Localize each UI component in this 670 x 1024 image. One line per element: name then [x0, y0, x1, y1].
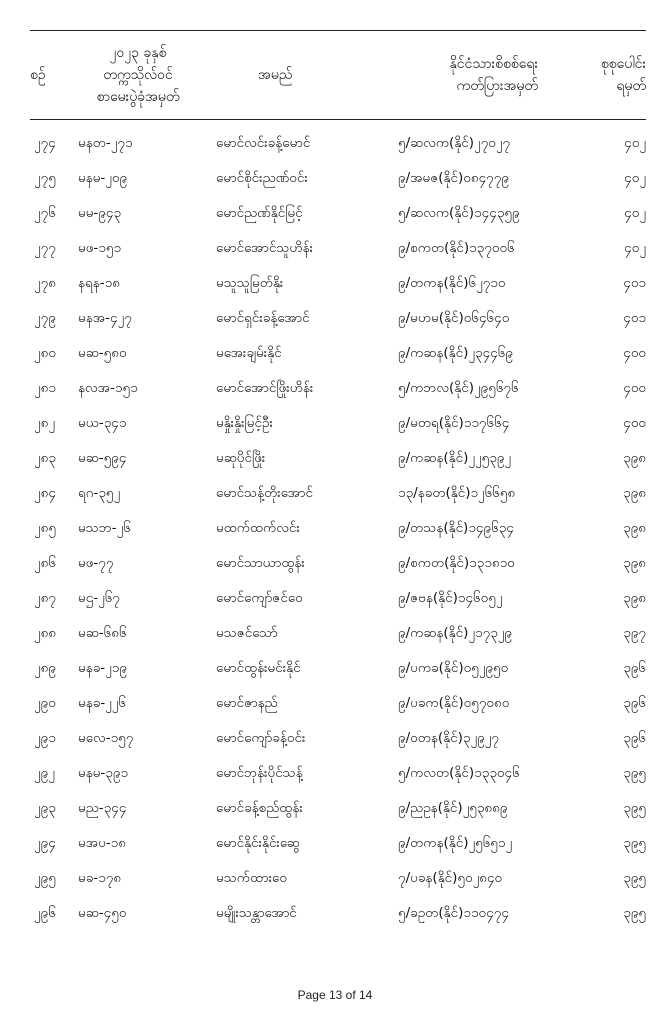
cell-name: မောင်ထွန်းမင်းနိုင်: [216, 659, 301, 676]
cell-name: မဆုပိုင်ဖြိုး: [216, 449, 266, 466]
cell-total-marks: ၃၉၈: [623, 589, 646, 606]
cell-name: မောင်ဘုန်းပိုင်သန့်: [216, 764, 303, 781]
table-row: [30, 756, 646, 791]
cell-total-marks: ၄၀၂: [624, 239, 646, 256]
cell-name: မောင်စိုင်းညဏ်ဝင်း: [216, 169, 308, 186]
cell-nrc-number: ၉/မဟမ(နိုင်)၀၆၄၆၄၀: [398, 309, 510, 326]
cell-total-marks: ၃၉၈: [623, 484, 646, 501]
table-row: [30, 441, 646, 476]
cell-total-marks: ၄၀၂: [624, 134, 646, 151]
table-row: [30, 826, 646, 861]
cell-nrc-number: ၅/ခဥတ(နိုင်)၁၁၀၄၇၄: [398, 904, 509, 921]
cell-name: မောင်အောင်ဖြိုးဟိန်း: [216, 379, 314, 396]
cell-roll-number: မသဘ-၂၆: [78, 519, 131, 536]
cell-name: မောင်ခန့်စည်ထွန်း: [216, 799, 303, 816]
table-row: [30, 896, 646, 931]
cell-total-marks: ၃၉၅: [623, 799, 646, 816]
cell-roll-number: မဖ-၇၇: [78, 554, 114, 571]
cell-index: ၂၈၇: [34, 589, 56, 606]
cell-name: မသဇင်သော်: [216, 624, 278, 641]
cell-name: မောင်ကျော်ဇင်ဝေ: [216, 589, 303, 606]
cell-index: ၂၉၆: [34, 904, 56, 921]
cell-index: ၂၉၀: [34, 694, 56, 711]
cell-roll-number: မအပ-၁၈: [78, 834, 126, 851]
cell-nrc-number: ၉/တကန(နိုင်)၂၅၆၅၁၂: [398, 834, 513, 851]
cell-roll-number: မနမ-၂၀၉: [78, 169, 128, 186]
cell-roll-number: မနတ-၂၇၁: [78, 134, 133, 151]
table-row: [30, 406, 646, 441]
cell-index: ၂၈၆: [34, 554, 56, 571]
cell-roll-number: မဖ-၁၅၁: [78, 239, 122, 256]
cell-name: မောင်သာယာထွန်း: [216, 554, 305, 571]
cell-name: မောင်လင်းခန့်မောင်: [216, 134, 311, 151]
table-row: [30, 546, 646, 581]
cell-nrc-number: ၇/ပခန(နိုင်)၅၀၂၈၄၀: [398, 869, 503, 886]
cell-total-marks: ၄၀၂: [624, 169, 646, 186]
cell-total-marks: ၃၉၆: [623, 694, 646, 711]
cell-nrc-number: ၉/ကဆန(နိုင်)၂၁၇၃၂၉: [398, 624, 513, 641]
cell-name: မအေးချမ်းနိုင်: [216, 344, 282, 361]
table-row: [30, 581, 646, 616]
results-table: [30, 30, 646, 931]
cell-total-marks: ၃၉၇: [623, 624, 646, 641]
header-total-marks: စုစုပေါင်း ရမှတ်: [600, 56, 646, 94]
cell-index: ၂၇၅: [34, 169, 56, 186]
cell-nrc-number: ၉/စကတ(နိုင်)၁၃၇၀၀၆: [398, 239, 515, 256]
cell-index: ၂၈၀: [34, 344, 56, 361]
page-number: Page 13 of 14: [297, 988, 373, 1002]
table-row: [30, 686, 646, 721]
table-row: [30, 861, 646, 896]
cell-index: ၂၇၆: [34, 204, 56, 221]
table-header: [30, 31, 646, 120]
cell-nrc-number: ၉/ကဆန(နိုင်)၂၂၅၃၉၂: [398, 449, 512, 466]
cell-index: ၂၉၃: [34, 799, 56, 816]
cell-name: မောင်ဇာနည်: [216, 694, 278, 711]
cell-total-marks: ၃၉၈: [623, 519, 646, 536]
table-row: [30, 371, 646, 406]
cell-name: မမျိုးသန္တာအောင်: [216, 904, 297, 921]
cell-total-marks: ၃၉၆: [623, 729, 646, 746]
table-row: [30, 120, 646, 162]
cell-nrc-number: ၅/ဆလက(နိုင်)၁၄၄၃၅၉: [398, 204, 520, 221]
cell-name: မထက်ထက်လင်း: [216, 519, 300, 536]
cell-nrc-number: ၉/စကတ(နိုင်)၁၃၁၈၁၀: [398, 554, 515, 571]
cell-total-marks: ၄၀၁: [623, 274, 646, 291]
cell-nrc-number: ၅/ဆလက(နိုင်)၂၇၀၂၇: [398, 134, 511, 151]
cell-nrc-number: ၉/တကန(နိုင်)၆၂၇၁၀: [398, 274, 506, 291]
header-nrc-number: နိုင်ငံသားစိစစ်ရေး ကတ်ပြားအမှတ်: [449, 56, 538, 94]
cell-index: ၂၈၃: [34, 449, 56, 466]
cell-index: ၂၈၅: [34, 519, 56, 536]
table-row: [30, 651, 646, 686]
cell-name: မောင်ညဏ်နိုင်မြင့်: [216, 204, 303, 221]
cell-index: ၂၉၅: [34, 869, 56, 886]
table-row: [30, 511, 646, 546]
cell-index: ၂၈၁: [34, 379, 56, 396]
cell-nrc-number: ၉/ပခက(နိုင်)၀၅၇၀၈၀: [398, 694, 510, 711]
cell-name: မောင်ကျော်ခန့်ဝင်း: [216, 729, 306, 746]
table-row: [30, 336, 646, 371]
header-row: [30, 31, 646, 120]
table-body: [30, 120, 646, 932]
cell-roll-number: နလအ-၁၅၁: [78, 379, 138, 396]
cell-roll-number: မဆ-၄၅၀: [78, 904, 127, 921]
table-row: [30, 721, 646, 756]
header-index: စဉ်: [30, 67, 46, 83]
cell-name: မောင်သန့်တိုးအောင်: [216, 484, 313, 501]
cell-nrc-number: ၅/ကဘလ(နိုင်)၂၉၅၆၇၆: [398, 379, 519, 396]
table-row: [30, 161, 646, 196]
cell-roll-number: မနအ-၄၂၇: [78, 309, 132, 326]
table-row: [30, 196, 646, 231]
cell-total-marks: ၃၉၅: [623, 834, 646, 851]
cell-nrc-number: ၅/ကလတ(နိုင်)၁၃၃၀၄၆: [398, 764, 520, 781]
cell-total-marks: ၄၀၀: [623, 379, 646, 396]
cell-index: ၂၇၉: [34, 309, 56, 326]
cell-roll-number: မဌ-၂၆၇: [78, 589, 120, 606]
table-row: [30, 231, 646, 266]
cell-name: မောင်ရှင်းခန့်အောင်: [216, 309, 310, 326]
cell-roll-number: မနမ-၃၉၁: [78, 764, 129, 781]
cell-nrc-number: ၉/ကဆန(နိုင်)၂၃၄၄၆၉: [398, 344, 513, 361]
cell-roll-number: ရဂ-၃၅၂: [78, 484, 121, 501]
table-row: [30, 791, 646, 826]
cell-name: မောင်နိုင်းနိုင်းဆွေ: [216, 834, 300, 851]
cell-nrc-number: ၉/မတရ(နိုင်)၁၁၇၆၆၄: [398, 414, 510, 431]
cell-total-marks: ၄၀၁: [623, 309, 646, 326]
cell-roll-number: မနခ-၂၁၉: [78, 659, 127, 676]
cell-total-marks: ၄၀၂: [624, 204, 646, 221]
cell-total-marks: ၄၀၀: [623, 344, 646, 361]
cell-name: မသူသူမြတ်နိုး: [216, 274, 284, 291]
cell-total-marks: ၃၉၈: [623, 554, 646, 571]
cell-roll-number: မနခ-၂၂၆: [78, 694, 127, 711]
header-roll-number: ၂၀၂၃ ခုနှစ် တက္ကသိုလ်ဝင် စာမေးပွဲခုံအမှတ်: [96, 45, 180, 105]
cell-index: ၂၈၉: [34, 659, 56, 676]
cell-nrc-number: ၉/ဝတန(နိုင်)၃၂၉၂၇: [398, 729, 499, 746]
cell-nrc-number: ၉/ညဥန(နိုင်)၂၅၃၈၈၉: [398, 799, 508, 816]
cell-roll-number: မယ-၃၄၁: [78, 414, 127, 431]
cell-total-marks: ၃၉၅: [623, 764, 646, 781]
cell-nrc-number: ၉/အမဇ(နိုင်)၀၈၄၇၇၉: [398, 169, 509, 186]
cell-index: ၂၇၄: [34, 134, 56, 151]
cell-roll-number: မည-၃၄၄: [78, 799, 127, 816]
cell-roll-number: နရန-၁၈: [78, 274, 120, 291]
cell-roll-number: မဆ-၆၈၆: [78, 624, 127, 641]
cell-total-marks: ၃၉၈: [623, 449, 646, 466]
cell-total-marks: ၃၉၆: [623, 659, 646, 676]
cell-index: ၂၈၈: [34, 624, 57, 641]
cell-index: ၂၉၂: [34, 764, 55, 781]
cell-nrc-number: ၉/ပကခ(နိုင်)၀၅၂၉၅၀: [398, 659, 509, 676]
cell-total-marks: ၃၉၅: [623, 869, 646, 886]
cell-index: ၂၈၂: [34, 414, 55, 431]
table-row: [30, 476, 646, 511]
cell-nrc-number: ၁၃/နခတ(နိုင်)၁၂၆၆၅၈: [398, 484, 516, 501]
cell-name: မနှိုးနှိုးမြင့်ဦး: [216, 414, 273, 431]
header-name: အမည်: [258, 67, 293, 83]
cell-nrc-number: ၉/ဇဗန(နိုင်)၁၄၆၀၅၂: [398, 589, 503, 606]
cell-roll-number: မလေ-၁၅၇: [78, 729, 134, 746]
cell-roll-number: မမ-၉၄၃: [78, 204, 122, 221]
cell-index: ၂၇၇: [34, 239, 56, 256]
cell-index: ၂၇၈: [34, 274, 56, 291]
cell-total-marks: ၃၉၅: [623, 904, 646, 921]
cell-index: ၂၈၄: [34, 484, 56, 501]
table-row: [30, 301, 646, 336]
cell-total-marks: ၄၀၀: [623, 414, 646, 431]
cell-roll-number: မခ-၁၇၈: [78, 869, 122, 886]
cell-name: မသက်ထားဝေ: [216, 869, 287, 886]
table-row: [30, 616, 646, 651]
cell-index: ၂၉၄: [34, 834, 56, 851]
cell-nrc-number: ၉/တသန(နိုင်)၁၄၉၆၃၄: [398, 519, 514, 536]
cell-name: မောင်အောင်သူဟိန်း: [216, 239, 313, 256]
cell-index: ၂၉၁: [34, 729, 56, 746]
cell-roll-number: မဆ-၅၈၀: [78, 344, 127, 361]
table-row: [30, 266, 646, 301]
cell-roll-number: မဆ-၅၉၄: [78, 449, 127, 466]
